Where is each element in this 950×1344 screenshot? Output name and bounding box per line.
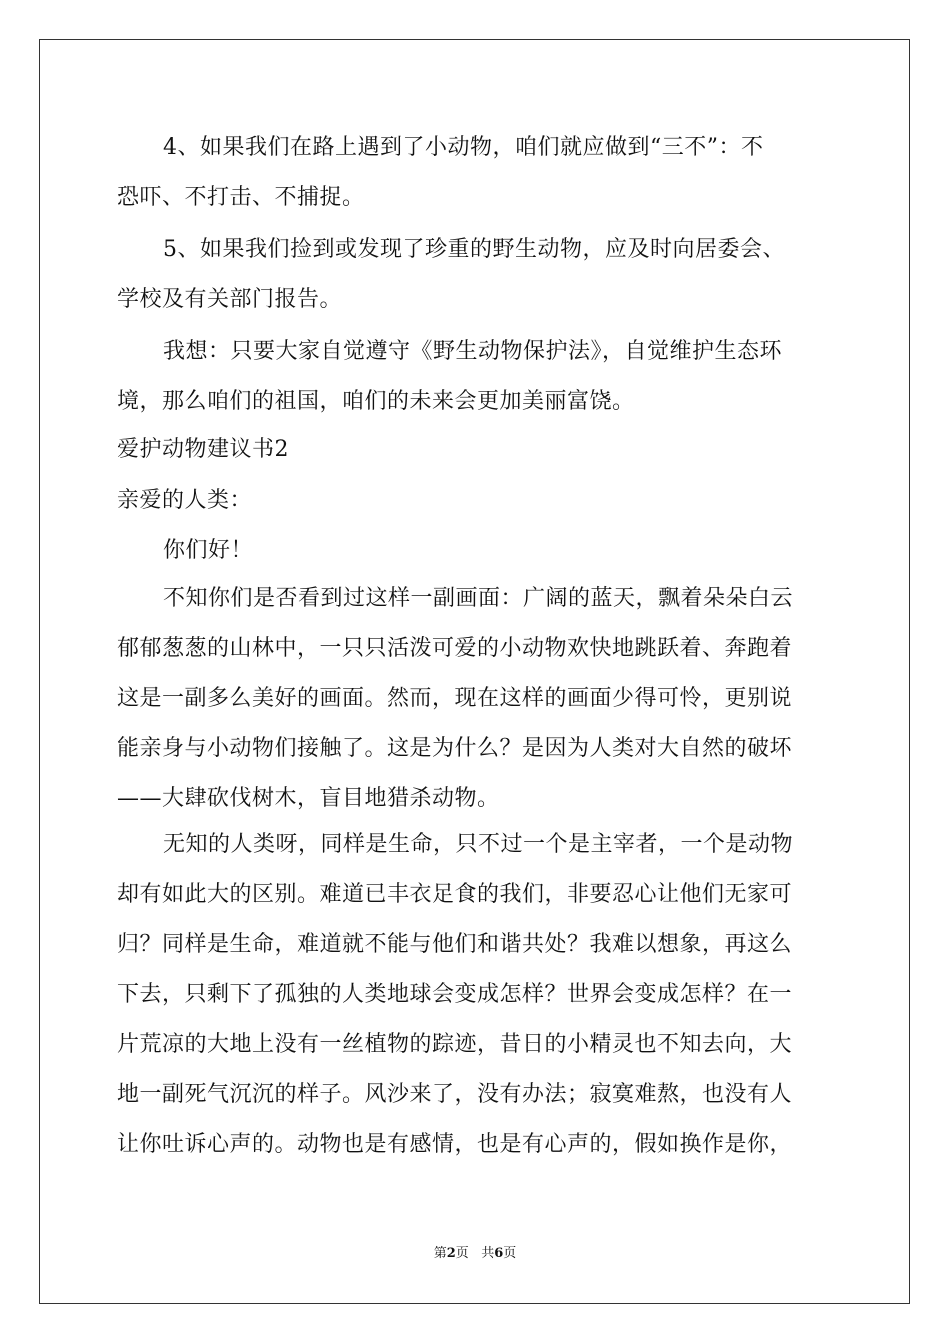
paragraph-line: 恐吓、不打击、不捕捉。 xyxy=(117,185,365,210)
paragraph-line: 这是一副多么美好的画面。然而，现在这样的画面少得可怜，更别说 xyxy=(117,686,793,711)
paragraph-line: 我想：只要大家自觉遵守《野生动物保护法》，自觉维护生态环 xyxy=(163,339,783,364)
footer-total-pages: 6 xyxy=(494,1246,504,1261)
greeting: 你们好！ xyxy=(163,538,254,563)
paragraph-line: 却有如此大的区别。难道已丰衣足食的我们，非要忍心让他们无家可 xyxy=(117,882,793,907)
document-heading: 爱护动物建议书2 xyxy=(117,437,289,462)
paragraph-line: 郁郁葱葱的山林中，一只只活泼可爱的小动物欢快地跳跃着、奔跑着 xyxy=(117,636,793,661)
paragraph-line: ——大肆砍伐树木，盲目地猎杀动物。 xyxy=(117,786,500,811)
salutation: 亲爱的人类： xyxy=(117,488,253,513)
footer-page-number: 2 xyxy=(446,1246,456,1261)
paragraph-line: 地一副死气沉沉的样子。风沙来了，没有办法；寂寞难熬，也没有人 xyxy=(117,1082,793,1107)
paragraph-line: 归？同样是生命，难道就不能与他们和谐共处？我难以想象，再这么 xyxy=(117,932,793,957)
paragraph-line: 下去，只剩下了孤独的人类地球会变成怎样？世界会变成怎样？在一 xyxy=(117,982,793,1007)
footer-middle: 页 共 xyxy=(455,1246,495,1261)
paragraph-line: 能亲身与小动物们接触了。这是为什么？是因为人类对大自然的破坏 xyxy=(117,736,793,761)
page-footer xyxy=(0,1246,950,1262)
page-border xyxy=(39,39,910,1304)
paragraph-line: 让你吐诉心声的。动物也是有感情，也是有心声的，假如换作是你， xyxy=(117,1132,793,1157)
paragraph-line: 不知你们是否看到过这样一副画面：广阔的蓝天，飘着朵朵白云 xyxy=(163,586,794,611)
footer-suffix: 页 xyxy=(503,1246,517,1261)
paragraph-line: 学校及有关部门报告。 xyxy=(117,287,343,312)
paragraph-line: 无知的人类呀，同样是生命，只不过一个是主宰者，一个是动物 xyxy=(163,832,794,857)
paragraph-line: 片荒凉的大地上没有一丝植物的踪迹，昔日的小精灵也不知去向，大 xyxy=(117,1032,793,1057)
paragraph-line: 5、如果我们捡到或发现了珍重的野生动物，应及时向居委会、 xyxy=(163,237,785,262)
footer-prefix: 第 xyxy=(433,1246,447,1261)
paragraph-line: 境，那么咱们的祖国，咱们的未来会更加美丽富饶。 xyxy=(117,389,635,414)
paragraph-line: 4、如果我们在路上遇到了小动物，咱们就应做到“三不”：不 xyxy=(163,135,764,160)
